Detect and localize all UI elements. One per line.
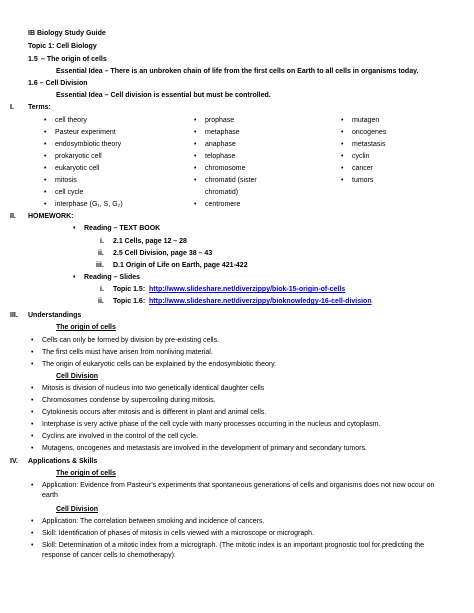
slide-numeral: ii. — [98, 298, 104, 305]
reading-item: D.1 Origin of Life on Earth, page 421-422 — [113, 262, 248, 269]
understanding-item: • Mutagens, oncogenes and metastasis are involved in the development of primary and secondary tumors. — [42, 444, 367, 454]
term-item: • interphase (G₁, S, G₂) — [55, 200, 123, 210]
term-item: • tumors — [352, 176, 373, 186]
application-item: • Skill: Determination of a mitotic index from a micrograph. (The mitotic index is an important prognostic tool for predicting the response of cancer cells to chemotherapy). — [42, 541, 452, 560]
reading-slides-heading: • Reading – Slides — [84, 273, 140, 283]
app-origin-subheading: The origin of cells — [56, 470, 116, 477]
understanding-item: • Mitosis is division of nucleus into two genetically identical daughter cells — [42, 384, 264, 394]
understanding-item: • Interphase is very active phase of the cell cycle with many processes occurring in the nucleus and cytoplasm. — [42, 420, 381, 430]
section-1-5-essential-idea: Essential Idea – There is an unbroken chain of life from the first cells on Earth to all cells in organisms today. — [56, 68, 419, 75]
section-1-6-title: 1.6 – Cell Division — [28, 80, 88, 87]
app-division-subheading: Cell Division — [56, 506, 99, 513]
understanding-item: • Cyclins are involved in the control of the cell cycle. — [42, 432, 198, 442]
reading-textbook-heading: • Reading – TEXT BOOK — [84, 224, 160, 234]
guide-title: IB Biology Study Guide — [28, 30, 106, 37]
slide-link-1-5[interactable]: http://www.slideshare.net/diverzippy/biok-15-origin-of-cells — [149, 286, 346, 293]
term-item: • metastasis — [352, 140, 385, 150]
applications-heading: Applications & Skills — [28, 458, 98, 465]
term-item: • prokaryotic cell — [55, 152, 102, 162]
slide-numeral: i. — [100, 286, 104, 293]
terms-heading: Terms: — [28, 104, 51, 111]
understanding-item: • The origin of eukaryotic cells can be explained by the endosymbiotic theory. — [42, 360, 276, 370]
understanding-item: • The first cells must have arisen from nonliving material. — [42, 348, 213, 358]
homework-numeral: II. — [10, 213, 16, 220]
slide-link-1-6[interactable]: http://www.slideshare.net/diverzippy/bioknowledgy-16-cell-division — [149, 298, 372, 305]
topic-title: Topic 1: Cell Biology — [28, 43, 97, 50]
term-item: • eukaryotic cell — [55, 164, 99, 174]
term-item: • telophase — [205, 152, 235, 162]
reading-numeral: iii. — [96, 262, 104, 269]
applications-numeral: IV. — [10, 458, 18, 465]
reading-numeral: i. — [100, 238, 104, 245]
section-1-5-title: – The origin of cells — [41, 56, 107, 63]
term-item: • centromere — [205, 200, 240, 210]
term-item: • cell theory — [55, 116, 87, 126]
term-item: • prophase — [205, 116, 234, 126]
term-item: • mitosis — [55, 176, 77, 186]
term-item: • mutagen — [352, 116, 379, 126]
slide-label: Topic 1.6: — [113, 298, 146, 305]
term-item: • anaphase — [205, 140, 236, 150]
term-item-continuation: chromatid) — [205, 189, 239, 196]
section-1-5-number: 1.5 — [28, 56, 38, 63]
term-item: • metaphase — [205, 128, 240, 138]
understanding-item: • Cytokinesis occurs after mitosis and is different in plant and animal cells. — [42, 408, 266, 418]
reading-numeral: ii. — [98, 250, 104, 257]
division-subheading: Cell Division — [56, 373, 99, 380]
origin-subheading: The origin of cells — [56, 324, 116, 331]
understanding-item: • Cells can only be formed by division by pre-existing cells. — [42, 336, 219, 346]
term-item: • chromosome — [205, 164, 245, 174]
section-1-6-essential-idea: Essential Idea – Cell division is essential but must be controlled. — [56, 92, 271, 99]
application-item: • Application: Evidence from Pasteur’s experiments that spontaneous generations of cells and organisms does not now occur on earth — [42, 481, 452, 500]
understandings-numeral: III. — [10, 312, 18, 319]
term-item: • Pasteur experiment — [55, 128, 116, 138]
term-item: • cyclin — [352, 152, 370, 162]
term-item: • cancer — [352, 164, 373, 174]
understanding-item: • Chromosomes condense by supercoiling during mitosis. — [42, 396, 216, 406]
reading-item: 2.1 Cells, page 12 – 28 — [113, 238, 187, 245]
homework-heading: HOMEWORK: — [28, 213, 74, 220]
term-item: • chromatid (sister — [205, 176, 257, 186]
term-item: • endosymbiotic theory — [55, 140, 121, 150]
term-item: • cell cycle — [55, 188, 83, 198]
term-item: • oncogenes — [352, 128, 386, 138]
application-item: • Application: The correlation between smoking and incidence of cancers. — [42, 517, 264, 527]
understandings-heading: Understandings — [28, 312, 82, 319]
slide-label: Topic 1.5: — [113, 286, 146, 293]
reading-item: 2.5 Cell Division, page 38 – 43 — [113, 250, 213, 257]
terms-numeral: I. — [10, 104, 14, 111]
application-item: • Skill: Identification of phases of mitosis in cells viewed with a microscope or micrograph. — [42, 529, 314, 539]
